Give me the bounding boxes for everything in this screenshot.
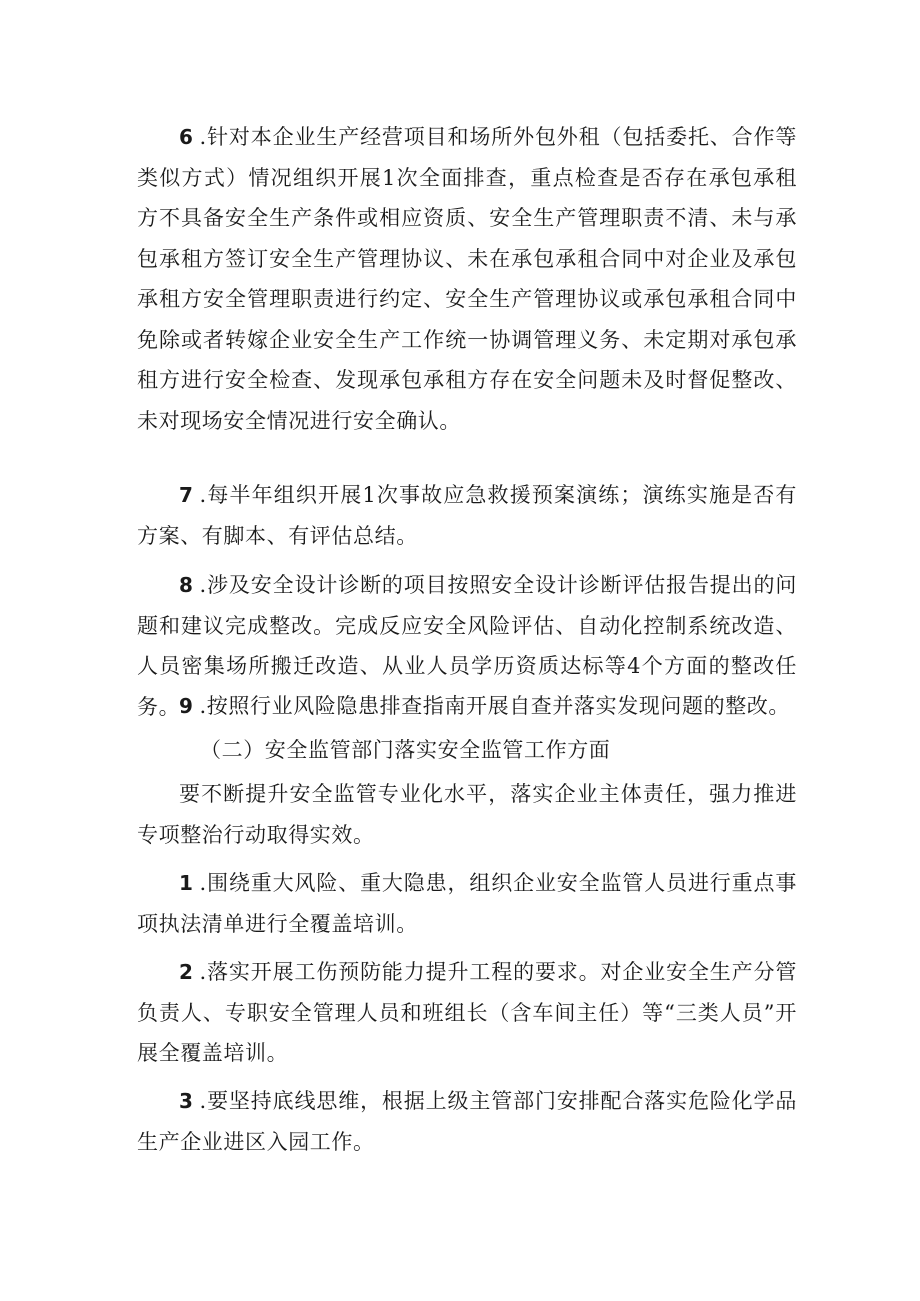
paragraph-item-6: [137, 117, 797, 441]
item-text: .涉及安全设计诊断的项目按照安全设计诊断评估报告提出的问题和建议完成整改。完成反应安全风险评估、自动化控制系统改造、人员密集场所搬迁改造、从业人员学历资质达标等4个方面的整改任务。: [137, 573, 797, 719]
item-number: 3: [179, 1089, 194, 1113]
list-item-2: [137, 952, 797, 1074]
paragraph-item-9: [137, 686, 797, 727]
item-number: 9: [179, 694, 194, 718]
list-item-3: [137, 1081, 797, 1162]
item-number: 1: [179, 871, 194, 895]
paragraph-item-7: [137, 475, 797, 556]
section-intro: 要不断提升安全监管专业化水平，落实企业主体责任，强力推进专项整治行动取得实效。: [137, 782, 797, 847]
item-number: 8: [179, 573, 194, 597]
item-text: .每半年组织开展1次事故应急救援预案演练；演练实施是否有方案、有脚本、有评估总结。: [137, 483, 797, 548]
item-text: .按照行业风险隐患排查指南开展自查并落实发现问题的整改。: [199, 694, 791, 718]
item-text: .围绕重大风险、重大隐患，组织企业安全监管人员进行重点事项执法清单进行全覆盖培训。: [137, 871, 797, 936]
item-number: 7: [179, 483, 194, 507]
item-text: .落实开展工伤预防能力提升工程的要求。对企业安全生产分管负责人、专职安全管理人员和班组长（含车间主任）等“三类人员”开展全覆盖培训。: [137, 960, 797, 1065]
item-text: .针对本企业生产经营项目和场所外包外租（包括委托、合作等类似方式）情况组织开展1次全面排查，重点检查是否存在承包承租方不具备安全生产条件或相应资质、安全生产管理职责不清、未与承包承租方签订安全生产管理协议、未在承包承租合同中对企业及承包承租方安全管理职责进行约定、安全生产管理协议或承包承租合同中免除或者转嫁企业安全生产工作统一协调管理义务、未定期对承包承租方进行安全检查、发现承包承租方存在安全问题未及时督促整改、未对现场安全情况进行安全确认。: [137, 125, 797, 433]
section-heading: （二）安全监管部门落实安全监管工作方面: [200, 738, 611, 762]
list-item-1: [137, 863, 797, 944]
item-text: .要坚持底线思维，根据上级主管部门安排配合落实危险化学品生产企业进区入园工作。: [137, 1089, 797, 1154]
item-number: 6: [179, 125, 194, 149]
item-number: 2: [179, 960, 194, 984]
